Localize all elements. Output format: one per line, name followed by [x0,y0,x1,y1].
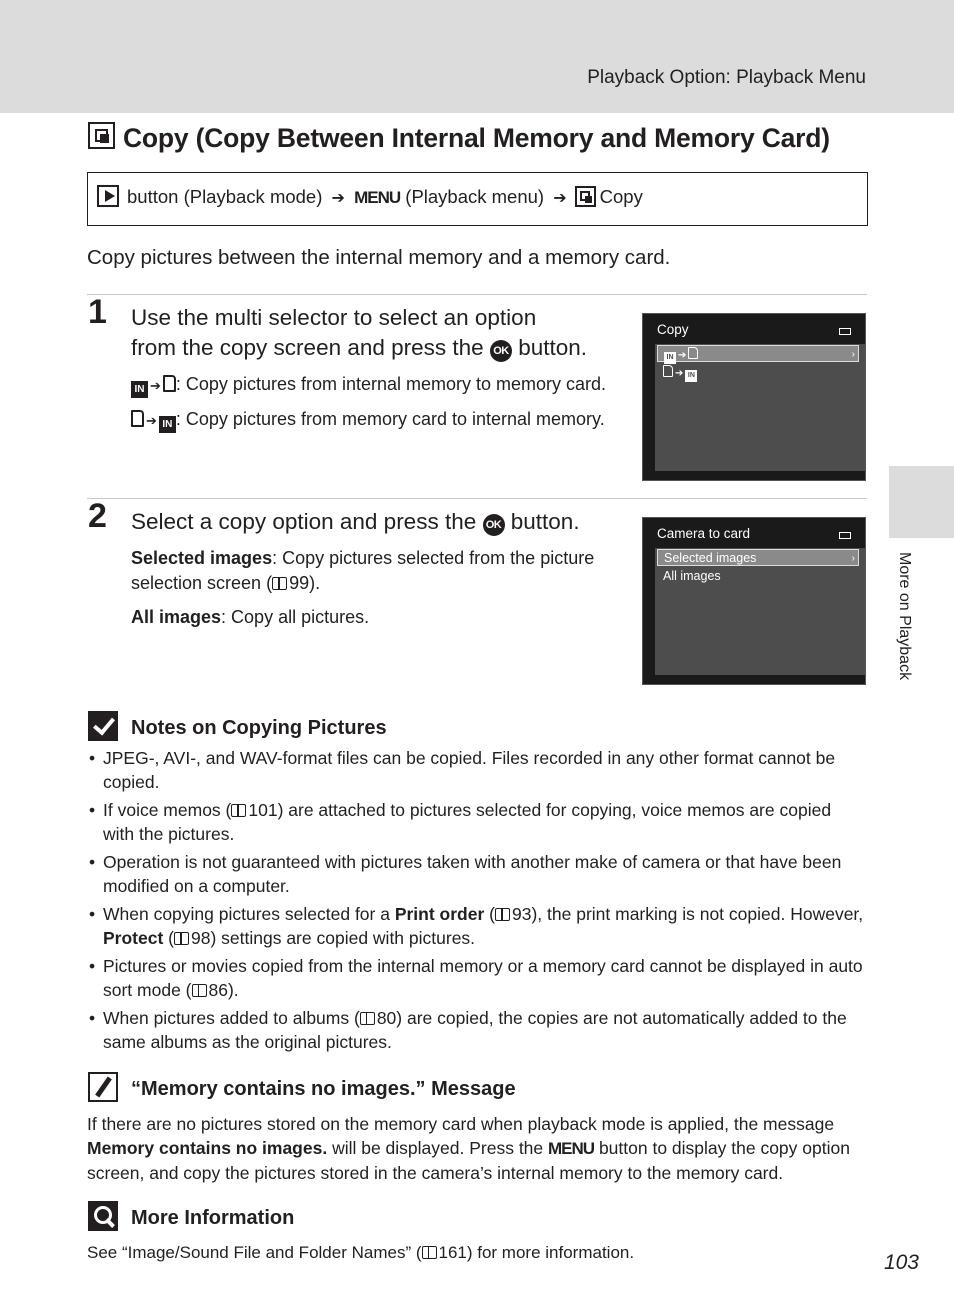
divider [87,294,867,295]
page-number: 103 [883,1251,919,1274]
list-item: • If voice memos ( 101) are attached to pictures selected for copying, voice memos are copied with the pictures. [87,798,867,846]
chevron-right-icon: › [851,553,855,564]
camera-screen-copy [642,313,866,481]
more-info-text: See “Image/Sound File and Folder Names” ( 161) for more information. [87,1243,635,1262]
page-reference-icon [231,804,246,817]
internal-memory-icon: IN [131,381,148,398]
step1-title-end: button. [518,335,588,360]
ok-button-icon: OK [483,514,505,536]
internal-memory-icon: IN [159,416,176,433]
battery-icon [839,328,851,335]
menu-path-part3: Copy [599,186,643,207]
side-tab-label: More on Playback [896,552,913,681]
screen-menu-item-all-images [657,568,859,585]
list-item: • JPEG-, AVI-, and WAV-format files can be copied. Files recorded in any other format cannot be copied. [87,746,867,794]
screen-menu-item-internal-to-card [657,345,859,362]
page-reference-icon [174,932,189,945]
copy-icon [575,186,596,207]
option-description: : Copy pictures selected from the picture selection screen ( [131,548,595,593]
screen-menu-item-label: Selected images [664,551,757,565]
screen-menu-item-label: All images [663,569,721,583]
arrow-right-icon: ➔ [675,368,684,379]
side-tab-marker [889,466,954,538]
step1-title-line1: Use the multi selector to select an option [131,305,537,330]
chevron-right-icon: › [851,349,855,360]
list-item: • When pictures added to albums ( 80) are copied, the copies are not automatically added to the same albums as the original pictures. [87,1006,867,1054]
arrow-right-icon: ➔ [553,190,567,207]
page-reference-icon [360,1012,375,1025]
step1-body [131,372,631,442]
list-item: • When copying pictures selected for a Print order ( 93), the print marking is not copied. However, Protect ( 98) settings are copied with pictures. [87,902,867,950]
page-reference-icon [192,984,207,997]
arrow-right-icon: ➔ [150,378,161,393]
step-number: 1 [88,293,107,331]
more-info-heading: More Information [131,1207,295,1229]
screen-title: Camera to card [657,526,751,541]
screen-menu-panel [655,344,865,471]
notes-list [87,746,867,1058]
step-number: 2 [88,497,107,535]
internal-memory-icon: IN [664,352,676,364]
camera-screen-camera-to-card [642,517,866,685]
screen-menu-item-card-to-internal [657,364,859,381]
memory-card-icon [131,410,144,427]
ok-button-icon: OK [490,340,512,362]
page-title-text: Copy (Copy Between Internal Memory and Memory Card) [123,123,830,153]
page-reference-icon [495,908,510,921]
step2-title-text: Select a copy option and press the [131,509,477,534]
divider [87,498,867,499]
step2-title [131,507,631,537]
memory-message-text: If there are no pictures stored on the memory card when playback mode is applied, the message Memory contains no images. will be displayed. Press the MENU button to display the copy option screen, and copy the pictures stored in the camera’s internal memory to the memory card. [87,1114,850,1183]
option-description: : Copy pictures from internal memory to memory card. [175,374,607,394]
intro-text: Copy pictures between the internal memory and a memory card. [87,246,671,269]
arrow-right-icon: ➔ [678,350,687,361]
playback-button-icon [97,185,119,207]
menu-button-label: MENU [354,188,401,207]
screen-title: Copy [657,322,689,337]
option-all-images [131,605,631,630]
page-reference-icon [422,1246,437,1259]
copy-option-card-to-internal [131,407,631,433]
list-item: • Operation is not guaranteed with pictures taken with another make of camera or that have been modified on a computer. [87,850,867,898]
menu-path-box [87,172,868,226]
menu-path-part1: button (Playback mode) [127,186,323,207]
copy-option-internal-to-card [131,372,631,398]
list-item: • Pictures or movies copied from the internal memory or a memory card cannot be displayed in auto sort mode ( 86). [87,954,867,1002]
option-label: Selected images [131,548,273,568]
section-header: Playback Option: Playback Menu [587,67,866,88]
page-title [88,122,878,154]
step2-body [131,546,631,639]
checkmark-icon [88,711,118,741]
page-reference: 99). [289,573,321,593]
notes-heading: Notes on Copying Pictures [131,717,387,739]
option-selected-images [131,546,631,596]
option-description: : Copy pictures from memory card to internal memory. [175,409,605,429]
copy-icon [88,122,115,149]
step1-title-line2: from the copy screen and press the [131,335,484,360]
step1-title [131,303,631,363]
option-label: All images [131,607,222,627]
menu-button-label: MENU [548,1139,595,1158]
internal-memory-icon: IN [685,370,697,382]
option-description: : Copy all pictures. [221,607,370,627]
page-reference-icon [272,577,287,590]
menu-path-part2: (Playback menu) [405,186,545,207]
screen-menu-item-selected-images [657,549,859,566]
memory-card-icon [688,347,698,359]
memory-message-heading: “Memory contains no images.” Message [131,1078,516,1100]
header-band [0,0,954,113]
screen-menu-panel [655,548,865,675]
step2-title-end: button. [510,509,580,534]
arrow-right-icon: ➔ [146,413,157,428]
battery-icon [839,532,851,539]
memory-card-icon [663,365,673,377]
pencil-icon [88,1072,118,1102]
memory-card-icon [163,375,176,392]
arrow-right-icon: ➔ [331,190,345,207]
magnifier-icon [88,1201,118,1231]
